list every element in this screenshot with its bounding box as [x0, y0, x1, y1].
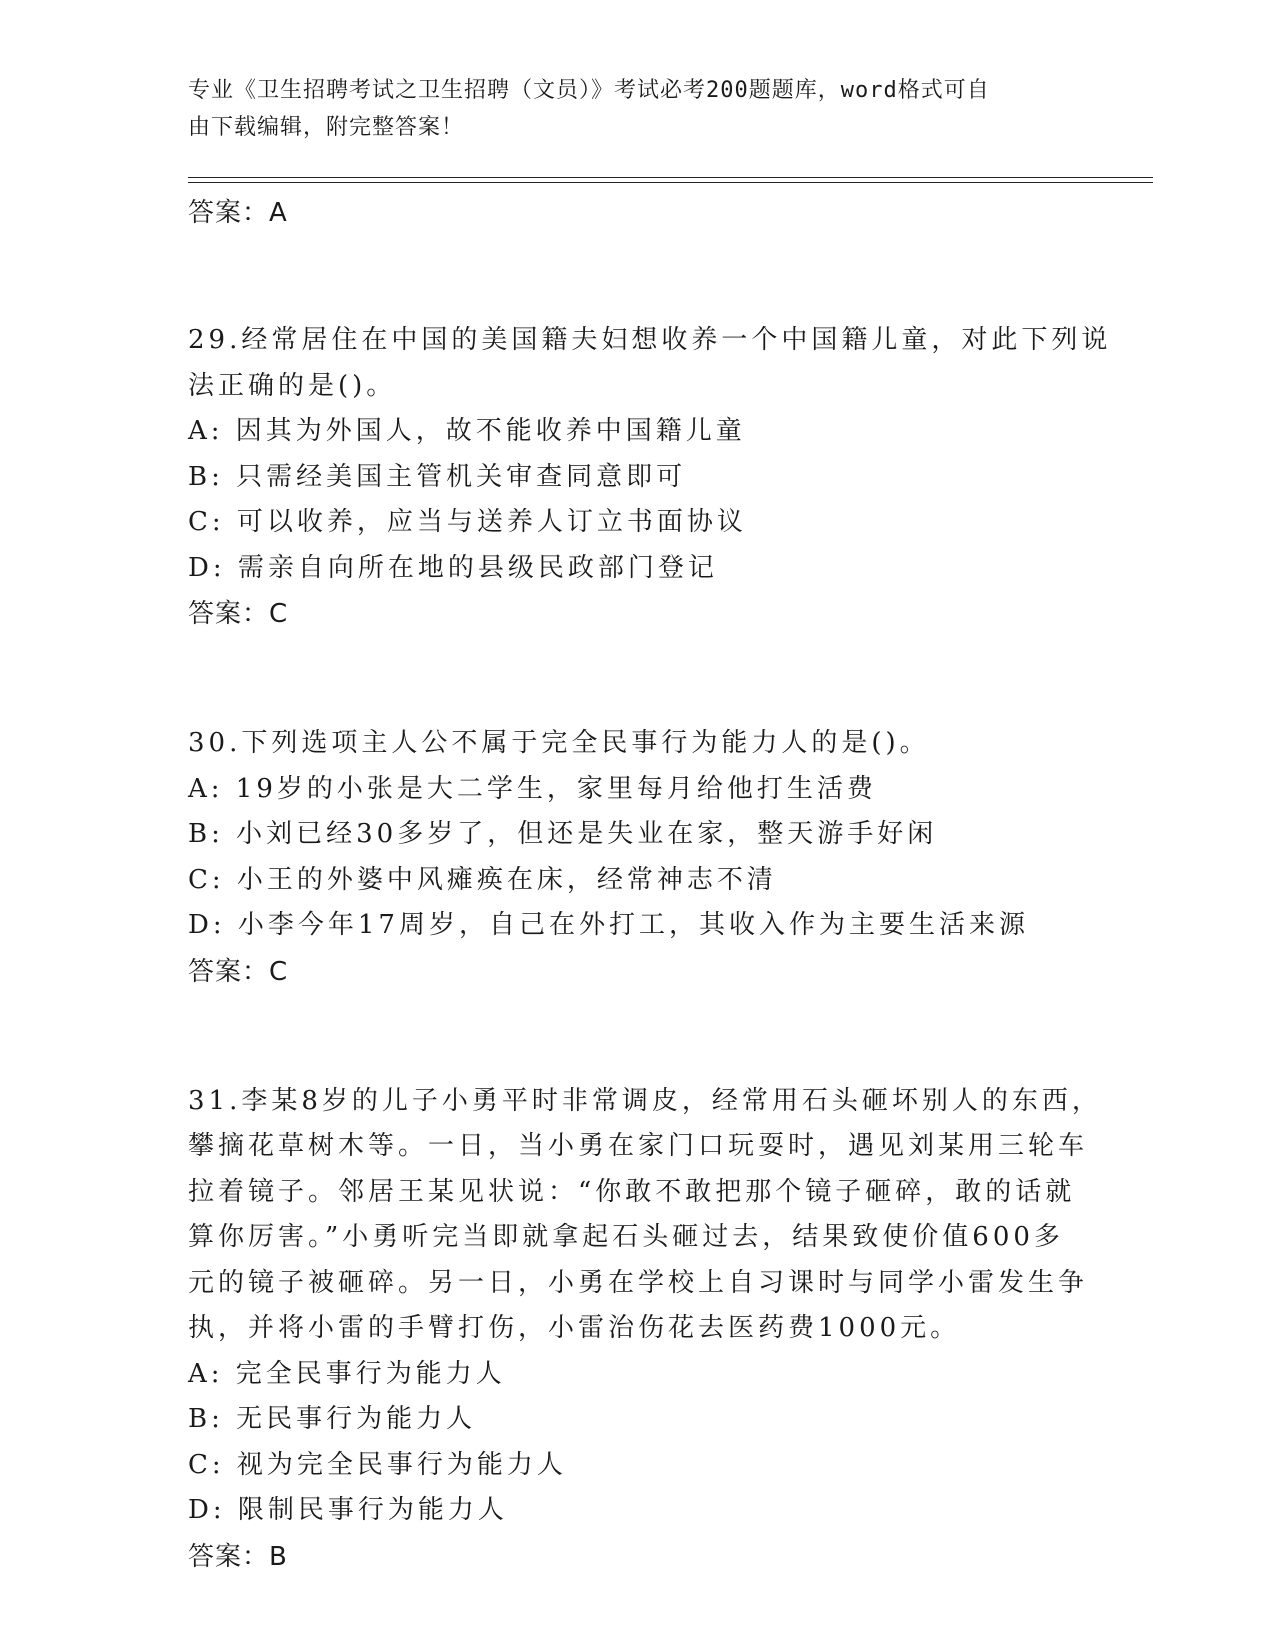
option-d: D: 小李今年17周岁，自己在外打工，其收入作为主要生活来源 — [188, 910, 1029, 940]
option-c: C: 小王的外婆中风瘫痪在床，经常神志不清 — [188, 864, 777, 895]
option-d: D: 限制民事行为能力人 — [188, 1495, 508, 1525]
answer-line: 答案：C — [188, 599, 289, 629]
question-text-line: 算你厉害。”小勇听完当即就拿起石头砸过去，结果致使价值600多 — [188, 1222, 1064, 1252]
header-divider-bottom — [188, 182, 1153, 183]
option-d: D: 需亲自向所在地的县级民政部门登记 — [188, 552, 718, 583]
question-text-line: 执，并将小雷的手臂打伤，小雷治伤花去医药费1000元。 — [188, 1313, 961, 1343]
question-text-line: 31.李某8岁的儿子小勇平时非常调皮，经常用石头砸坏别人的东西， — [188, 1085, 1102, 1116]
option-a: A: 因其为外国人，故不能收养中国籍儿童 — [188, 416, 746, 446]
question-30 — [188, 721, 1088, 995]
question-text-line: 法正确的是()。 — [188, 370, 397, 401]
question-list — [188, 190, 1112, 1580]
question-29 — [188, 318, 1112, 637]
option-b: B: 小刘已经30多岁了，但还是失业在家，整天游手好闲 — [188, 819, 938, 849]
page-header — [188, 72, 1088, 146]
header-divider-top — [188, 177, 1153, 178]
spacer — [188, 637, 1088, 721]
answer-line: 答案：B — [188, 1541, 288, 1572]
spacer — [188, 995, 1088, 1079]
previous-answer: 答案：A — [188, 198, 288, 228]
question-text-line: 30.下列选项主人公不属于完全民事行为能力人的是()。 — [188, 728, 930, 758]
question-text-line: 29.经常居住在中国的美国籍夫妇想收养一个中国籍儿童，对此下列说 — [188, 325, 1112, 355]
option-b: B: 只需经美国主管机关审查同意即可 — [188, 461, 687, 492]
question-31 — [188, 1079, 1102, 1580]
spacer — [188, 236, 1088, 318]
header-line-1: 专业《卫生招聘考试之卫生招聘（文员）》考试必考200题题库，word格式可自 — [188, 78, 990, 103]
question-text-line: 攀摘花草树木等。一日，当小勇在家门口玩耍时，遇见刘某用三轮车 — [188, 1131, 1089, 1161]
option-c: C: 可以收养，应当与送养人订立书面协议 — [188, 507, 747, 537]
option-b: B: 无民事行为能力人 — [188, 1404, 477, 1434]
option-a: A: 完全民事行为能力人 — [188, 1358, 506, 1389]
question-text-line: 拉着镜子。邻居王某见状说：“你敢不敢把那个镜子砸碎，敢的话就 — [188, 1176, 1076, 1207]
header-line-2: 由下载编辑，附完整答案！ — [188, 115, 465, 140]
option-c: C: 视为完全民事行为能力人 — [188, 1449, 567, 1480]
option-a: A: 19岁的小张是大二学生，家里每月给他打生活费 — [188, 773, 877, 804]
answer-line: 答案：C — [188, 956, 289, 987]
question-text-line: 元的镜子被砸碎。另一日，小勇在学校上自习课时与同学小雷发生争 — [188, 1267, 1089, 1298]
